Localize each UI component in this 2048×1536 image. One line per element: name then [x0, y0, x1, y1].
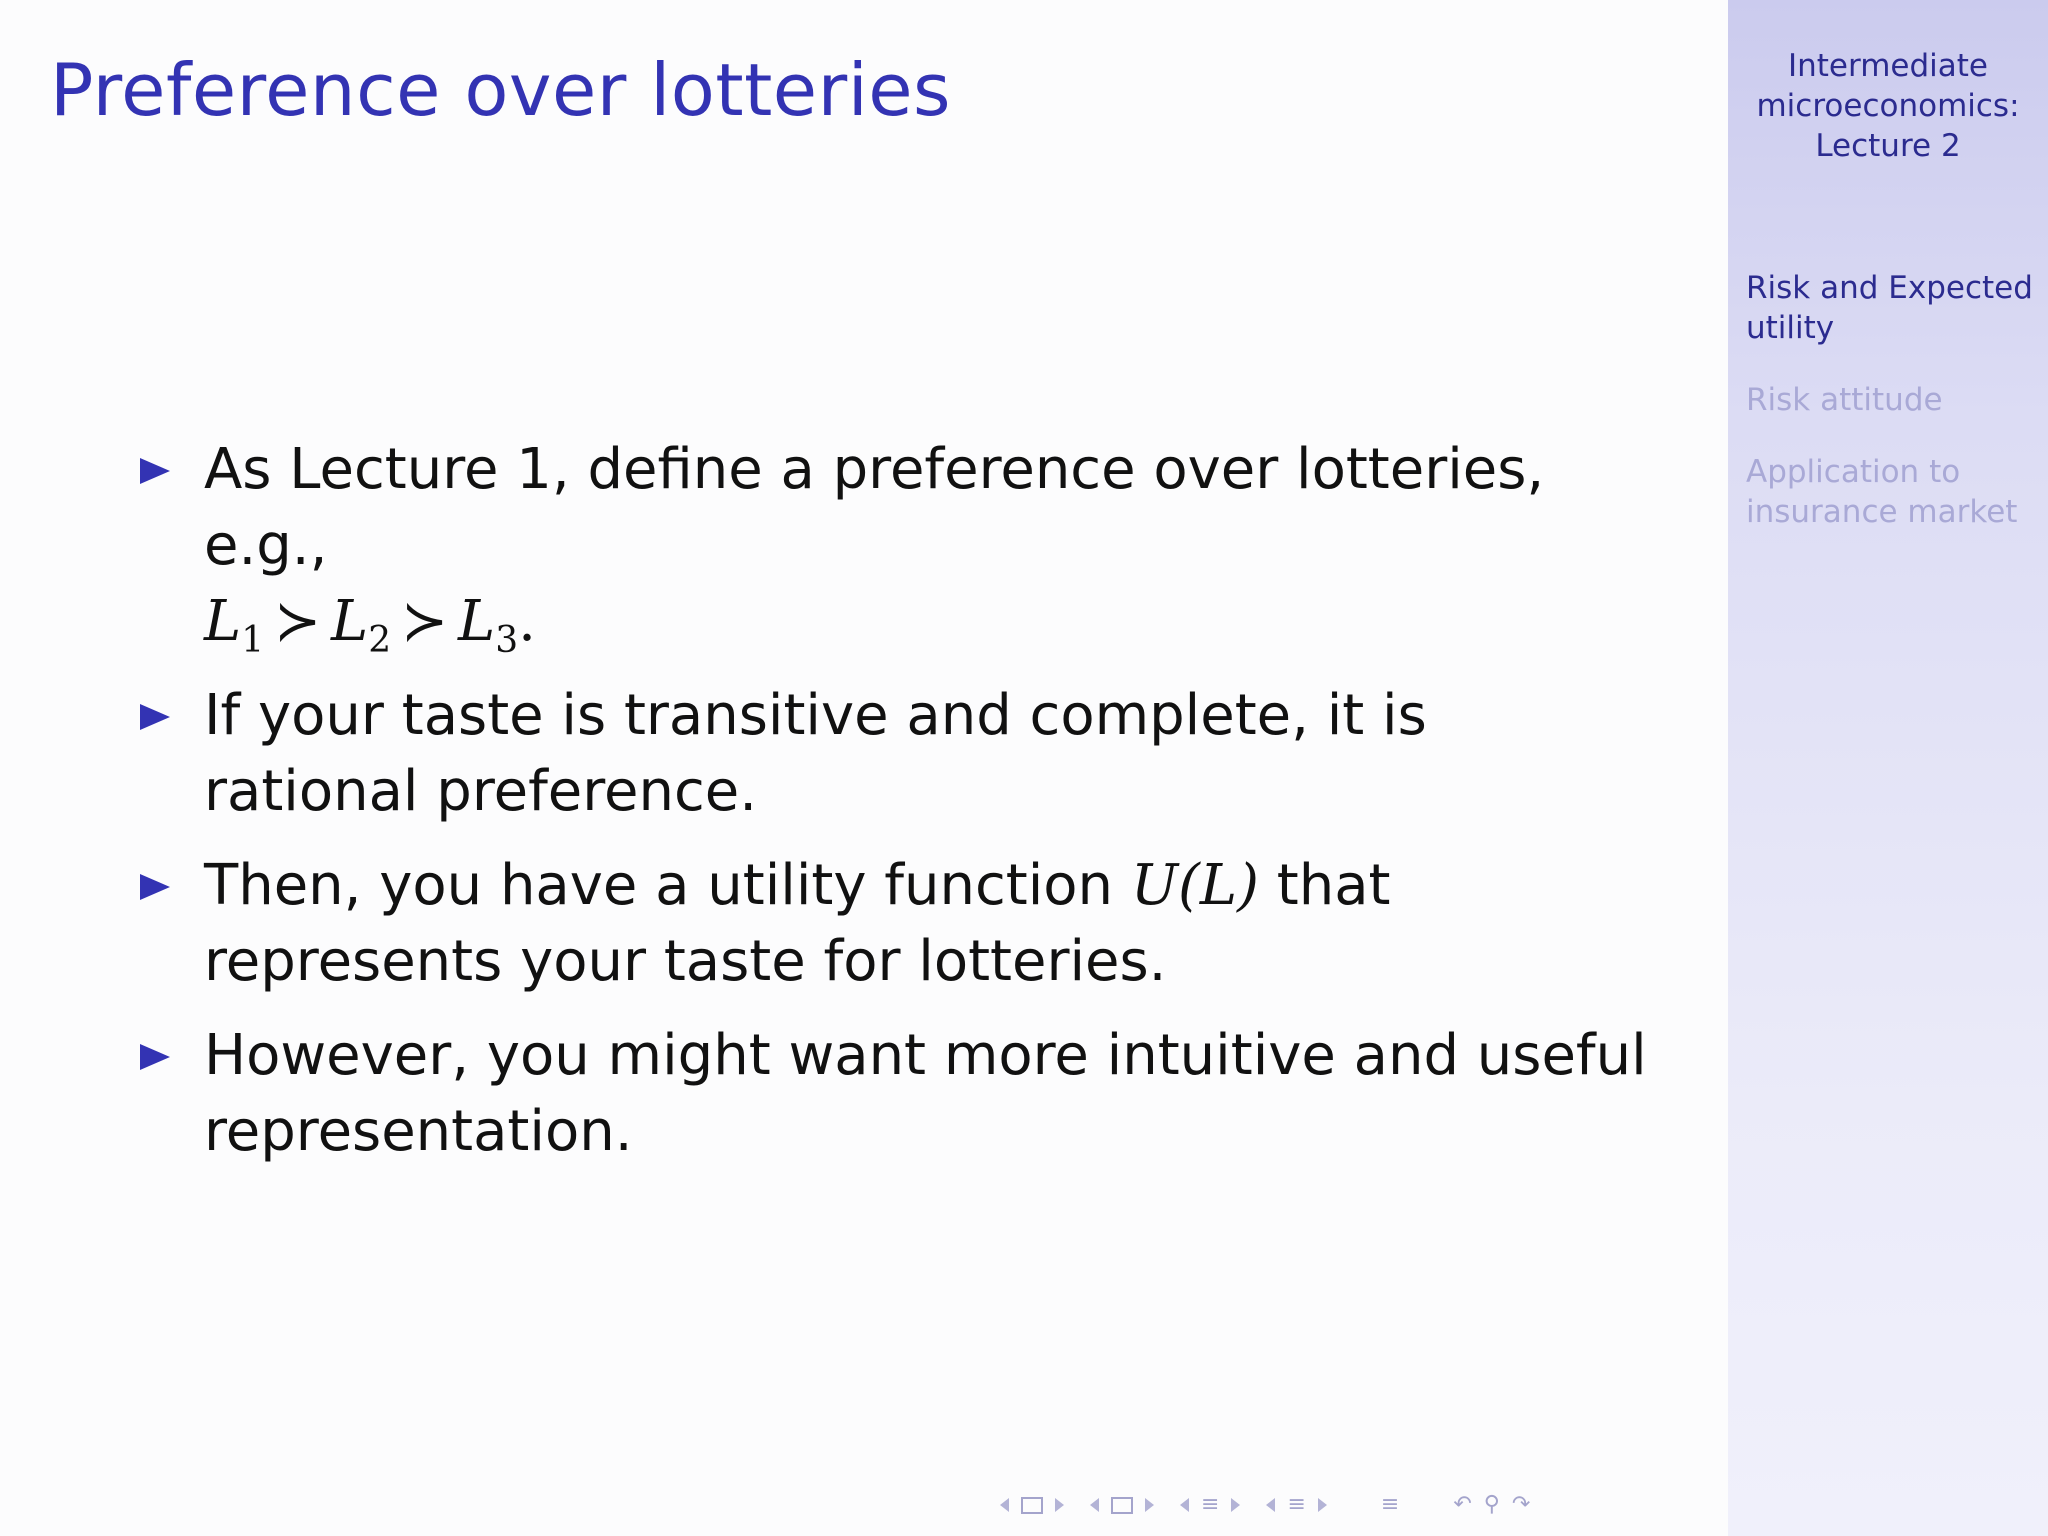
subsection-icon[interactable]: ≡	[1201, 1492, 1220, 1517]
preference-ordering-math: $L_1$ ≻ $L_2$ ≻ $L_3$.	[204, 589, 536, 662]
prev-subsection-icon[interactable]	[1180, 1498, 1189, 1512]
slide-title: Preference over lotteries	[50, 48, 952, 132]
bullet-triangle-icon	[140, 1044, 170, 1070]
bullet-text: If your taste is transitive and complete, it is rational preference.	[204, 683, 1427, 824]
sidebar-item-risk-attitude[interactable]: Risk attitude	[1746, 382, 1943, 418]
slide-icon[interactable]	[1111, 1497, 1133, 1514]
search-icon[interactable]: ⚲	[1483, 1492, 1500, 1517]
sidebar	[1728, 0, 2048, 1536]
bullet-item	[136, 848, 1656, 1000]
bullet-list	[136, 432, 1656, 1188]
sidebar-item-risk-and-expected-utility[interactable]: Risk and Expected utility	[1746, 270, 2033, 346]
bullet-text: As Lecture 1, define a preference over lotteries, e.g.,	[204, 437, 1545, 578]
section-icon[interactable]: ≡	[1287, 1492, 1306, 1517]
bullet-item	[136, 432, 1656, 660]
lecture-title: Intermediate microeconomics: Lecture 2	[1756, 48, 2020, 164]
next-frame-icon[interactable]	[1055, 1498, 1064, 1512]
bullet-text: However, you might want more intuitive and useful representation.	[204, 1023, 1647, 1164]
toc-icon[interactable]: ≡	[1380, 1492, 1400, 1517]
prev-section-icon[interactable]	[1266, 1498, 1275, 1512]
sidebar-item-application-to-insurance-market[interactable]: Application to insurance market	[1746, 454, 2018, 530]
redo-icon[interactable]: ↷	[1511, 1492, 1531, 1517]
bullet-triangle-icon	[140, 704, 170, 730]
next-slide-icon[interactable]	[1145, 1498, 1154, 1512]
beamer-navigation-bar	[1000, 1490, 1530, 1520]
utility-function-math: U(L)	[1130, 853, 1259, 918]
prev-slide-icon[interactable]	[1090, 1498, 1099, 1512]
bullet-triangle-icon	[140, 874, 170, 900]
bullet-text: that represents your taste for lotteries.	[204, 853, 1391, 994]
bullet-triangle-icon	[140, 458, 170, 484]
prev-frame-icon[interactable]	[1000, 1498, 1009, 1512]
bullet-item	[136, 1018, 1656, 1170]
next-subsection-icon[interactable]	[1231, 1498, 1240, 1512]
undo-icon[interactable]: ↶	[1453, 1492, 1472, 1517]
bullet-text: Then, you have a utility function	[204, 853, 1114, 918]
bullet-item	[136, 678, 1656, 830]
frame-icon[interactable]	[1021, 1497, 1043, 1514]
next-section-icon[interactable]	[1318, 1498, 1327, 1512]
